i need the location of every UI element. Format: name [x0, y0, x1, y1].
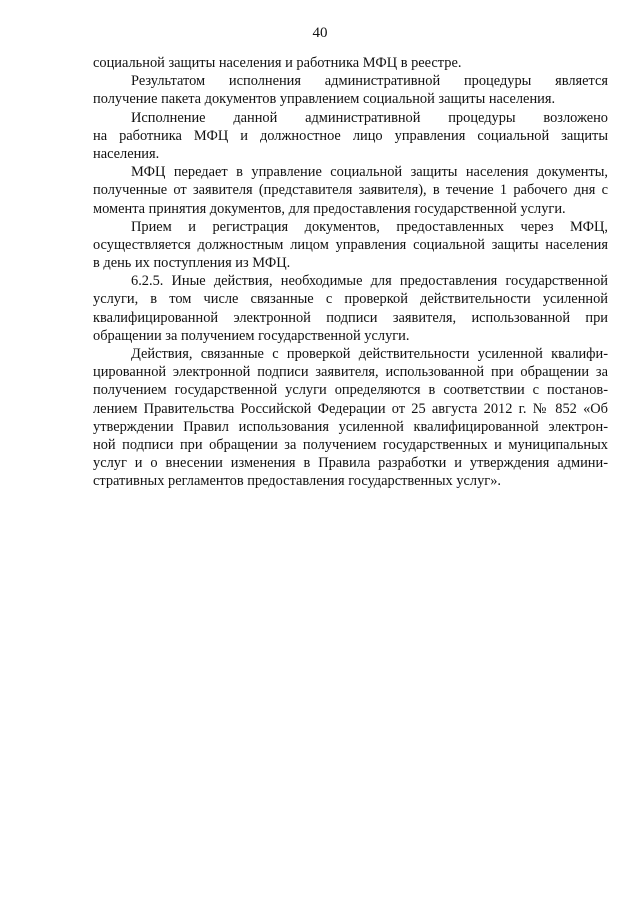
page-number: 40 [312, 25, 328, 41]
text-line: на работника МФЦ и должностное лицо управления социальной защиты [93, 127, 608, 144]
text-line: стративных регламентов предоставления государственных услуг». [93, 473, 501, 490]
text-line: услуги, в том числе связанные с проверкой действительности усиленной [93, 291, 608, 308]
text-line: получение пакета документов управлением социальной защиты населения. [93, 91, 556, 108]
text-line: МФЦ передает в управление социальной защиты населения документы, [131, 164, 608, 181]
text-line: лением Правительства Российской Федерации от 25 августа 2012 г. № 852 «Об [93, 400, 608, 417]
text-line: момента принятия документов, для предоставления государственной услуги. [93, 200, 566, 217]
text-line: получением государственной услуги определяются в соответствии с постанов- [93, 382, 608, 399]
text-line: 6.2.5. Иные действия, необходимые для предоставления государственной [131, 273, 608, 290]
text-line: ной подписи при обращении за получением государственных и муниципальных [93, 436, 608, 453]
text-line: Результатом исполнения административной процедуры является [131, 73, 608, 90]
text-line: полученные от заявителя (представителя заявителя), в течение 1 рабочего дня с [93, 182, 608, 199]
text-line: населения. [93, 145, 160, 162]
text-line: осуществляется должностным лицом управления социальной защиты населения [93, 236, 608, 253]
text-line: обращении за получением государственной услуги. [93, 327, 410, 344]
text-line: Прием и регистрация документов, предоставленных через МФЦ, [131, 218, 608, 235]
text-line: квалифицированной электронной подписи заявителя, использованной при [93, 309, 608, 326]
text-line: в день их поступления из МФЦ. [93, 255, 291, 272]
text-line: услуг и о внесении изменения в Правила разработки и утверждения админи- [93, 455, 608, 472]
document-body [93, 54, 608, 491]
text-line: Действия, связанные с проверкой действительности усиленной квалифи- [131, 346, 608, 362]
text-line: цированной электронной подписи заявителя, использованной при обращении за [93, 364, 608, 381]
text-line: утверждении Правил использования усиленной квалифицированной электрон- [93, 418, 608, 435]
text-line: социальной защиты населения и работника МФЦ в реестре. [93, 55, 462, 71]
text-line: Исполнение данной административной процедуры возложено [131, 109, 608, 126]
